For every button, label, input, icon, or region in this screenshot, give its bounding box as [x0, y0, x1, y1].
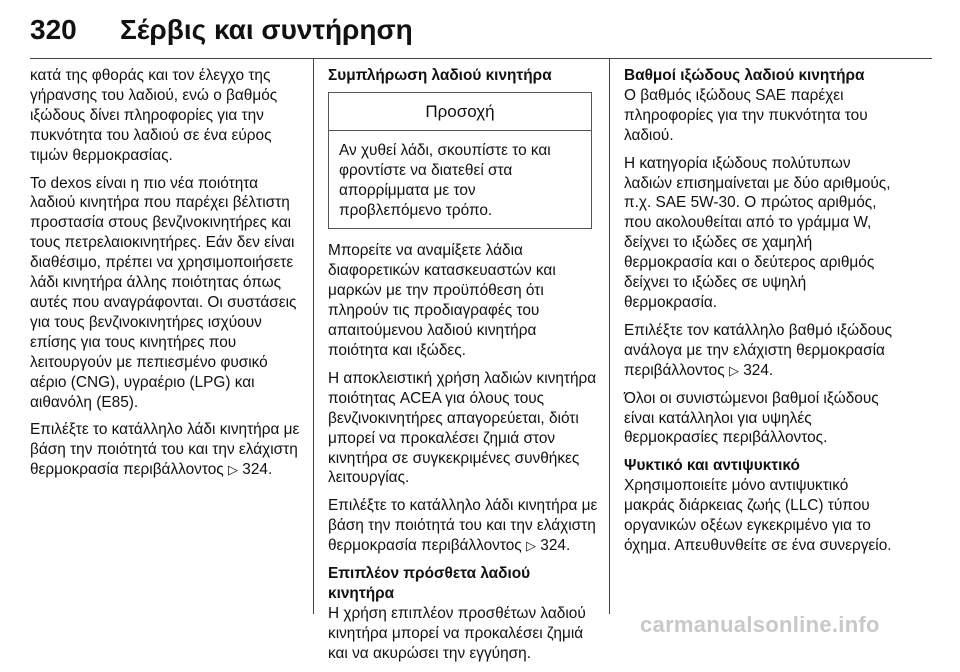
paragraph: Η κατηγορία ιξώδους πολύτυπων λαδιών επισημαίνεται με δύο αριθμούς, π.χ. SAE 5W-30. Ο πρώτος αριθμός, που ακολουθείται από το γράμμα W, δείχνει το ιξώδες σε χαμηλή θερμοκρασία και ο δεύτερος αριθμός δείχνει το ιξώδες σε υψηλή θερμοκρασία.	[624, 154, 891, 311]
header-rule	[30, 58, 932, 59]
caution-box	[328, 92, 592, 230]
page-number: 320	[30, 14, 77, 45]
section-heading: Συμπλήρωση λαδιού κινητήρα	[328, 67, 552, 84]
column-3	[624, 66, 896, 564]
paragraph: Ο βαθμός ιξώδους SAE παρέχει πληροφορίες για την πυκνότητα του λαδιού.	[624, 86, 868, 144]
page-reference-link[interactable]: 324.	[743, 361, 774, 379]
paragraph: Το dexos είναι η πιο νέα ποιότητα λαδιού κινητήρα που παρέχει βέλτιστη προστασία στους βενζινοκινητήρες και τους πετρελαιοκινητήρες. Εάν δεν είναι διαθέσιμο, πρέπει να χρησιμοποιήσετε λάδι κινητήρα άλλης ποιότητας όπως αυτές που αναγράφονται. Οι συστάσεις για τους βενζινοκινητήρες ισχύουν επίσης για τους κινητήρες που λειτουργούν με πεπιεσμένο φυσικό αέριο (CNG), υγραέριο (LPG) και αιθανόλη (E85).	[30, 174, 297, 411]
paragraph: Η αποκλειστική χρήση λαδιών κινητήρα ποιότητας ACEA για όλους τους βενζινοκινητήρες απαγορεύεται, διότι μπορεί να προκαλέσει ζημιά στον κινητήρα σε συγκεκριμένες συνθήκες λειτουργίας.	[328, 369, 597, 487]
paragraph: Επιλέξτε το κατάλληλο λάδι κινητήρα με βάση την ποιότητά του και την ελάχιστη θερμοκρασία περιβάλλοντος ▷ 324.	[30, 421, 300, 479]
column-1	[30, 66, 300, 488]
paragraph: Η χρήση επιπλέον προσθέτων λαδιού κινητήρα μπορεί να προκαλέσει ζημιά και να ακυρώσει την εγγύηση.	[328, 604, 586, 662]
chapter-title: Σέρβις και συντήρηση	[120, 14, 413, 45]
section-heading: Βαθμοί ιξώδους λαδιού κινητήρα	[624, 67, 865, 84]
page-reference-link[interactable]: 324.	[540, 537, 571, 555]
caution-title: Προσοχή	[329, 93, 591, 131]
paragraph: κατά της φθοράς και τον έλεγχο της γήρανσης του λαδιού, ενώ ο βαθμός ιξώδους δίνει πληροφορίες για την πυκνότητα του λαδιού σε ένα εύρος τιμών θερμοκρασίας.	[30, 67, 278, 164]
caution-body: Αν χυθεί λάδι, σκουπίστε το και φροντίστε να διατεθεί στα απορρίμματα με τον προβλεπόμενο τρόπο.	[339, 141, 551, 219]
paragraph: Όλοι οι συνιστώμενοι βαθμοί ιξώδους είναι κατάλληλοι για υψηλές θερμοκρασίες περιβάλλοντος.	[624, 389, 879, 447]
triangle-reference-icon: ▷	[227, 462, 238, 478]
section-heading: Επιπλέον πρόσθετα λαδιού κινητήρα	[328, 565, 531, 602]
section-heading: Ψυκτικό και αντιψυκτικό	[624, 457, 800, 475]
page-reference-link[interactable]: 324.	[242, 461, 273, 479]
triangle-reference-icon: ▷	[728, 362, 739, 378]
triangle-reference-icon: ▷	[525, 538, 536, 554]
column-2	[328, 66, 600, 672]
paragraph: Επιλέξτε τον κατάλληλο βαθμό ιξώδους ανάλογα με την ελάχιστη θερμοκρασία περιβάλλοντος ▷ 324.	[624, 321, 893, 379]
watermark: carmanualsonline.info	[640, 612, 880, 637]
column-divider-2	[609, 58, 610, 614]
page-header	[0, 0, 960, 58]
column-divider-1	[313, 58, 314, 614]
paragraph: Επιλέξτε το κατάλληλο λάδι κινητήρα με βάση την ποιότητά του και την ελάχιστη θερμοκρασία περιβάλλοντος ▷ 324.	[328, 497, 598, 555]
paragraph: Χρησιμοποιείτε μόνο αντιψυκτικό μακράς διάρκειας ζωής (LLC) τύπου οργανικών οξέων εγκεκριμένο για το όχημα. Απευθυνθείτε σε ένα συνεργείο.	[624, 477, 892, 554]
paragraph: Μπορείτε να αναμίξετε λάδια διαφορετικών κατασκευαστών και μαρκών με την προϋπόθεση ότι πληρούν τις προδιαγραφές του απαιτούμενου λαδιού κινητήρα ποιότητα και ιξώδες.	[328, 242, 556, 359]
